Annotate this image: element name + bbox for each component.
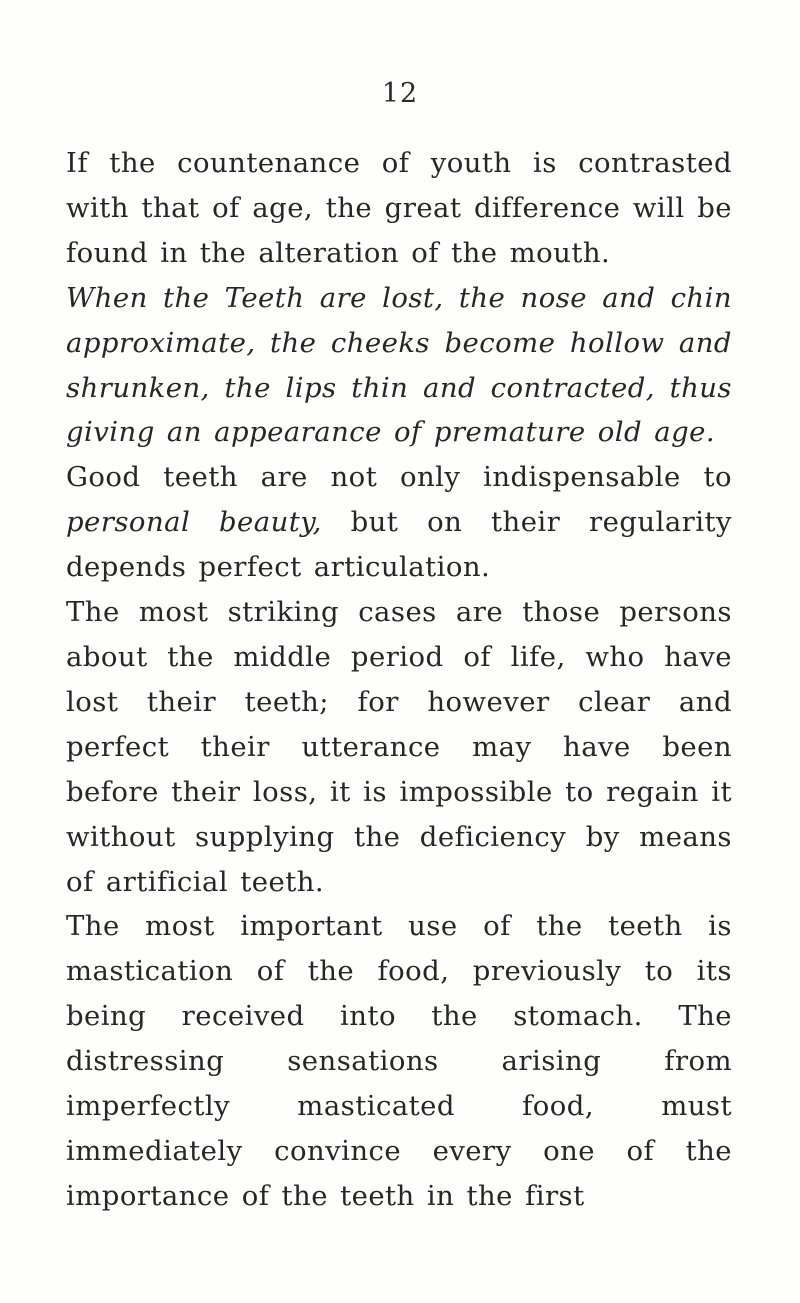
paragraph-italic-text: When the Teeth are lost, the nose and chin approximate, the cheeks become hollow and shrunken, the lips thin and contracted, thus giving an appearance of premature old age. [66, 281, 732, 449]
paragraph-striking-cases [66, 590, 732, 904]
paragraph-italic-text: personal beauty, [66, 506, 322, 539]
paragraph-text: but on their regularity depends perfect articulation. [66, 506, 732, 584]
paragraph-text: The most striking cases are those persons about the middle period of life, who have lost their teeth; for however clear and perfect their utterance may have been before their loss, it is impossible to regain it without supplying the deficiency by means of artificial teeth. [66, 596, 732, 898]
paragraph-teeth-lost [66, 276, 732, 456]
paragraph-good-teeth [66, 455, 732, 590]
paragraph-text: If the countenance of youth is contrasted with that of age, the great difference will be found in the alteration of the mouth. [66, 147, 732, 269]
paragraph-mastication [66, 904, 732, 1218]
paragraph-youth-age [66, 141, 732, 276]
page-number: 12 [381, 78, 419, 109]
paragraph-text: The most important use of the teeth is mastication of the food, previously to its being received into the stomach. The distressing sensations arising from imperfectly masticated food, must immediately convince every one of the importance of the teeth in the first [66, 910, 732, 1212]
paragraph-text: Good teeth are not only indispensable to [66, 461, 732, 494]
body-text [66, 141, 732, 1219]
